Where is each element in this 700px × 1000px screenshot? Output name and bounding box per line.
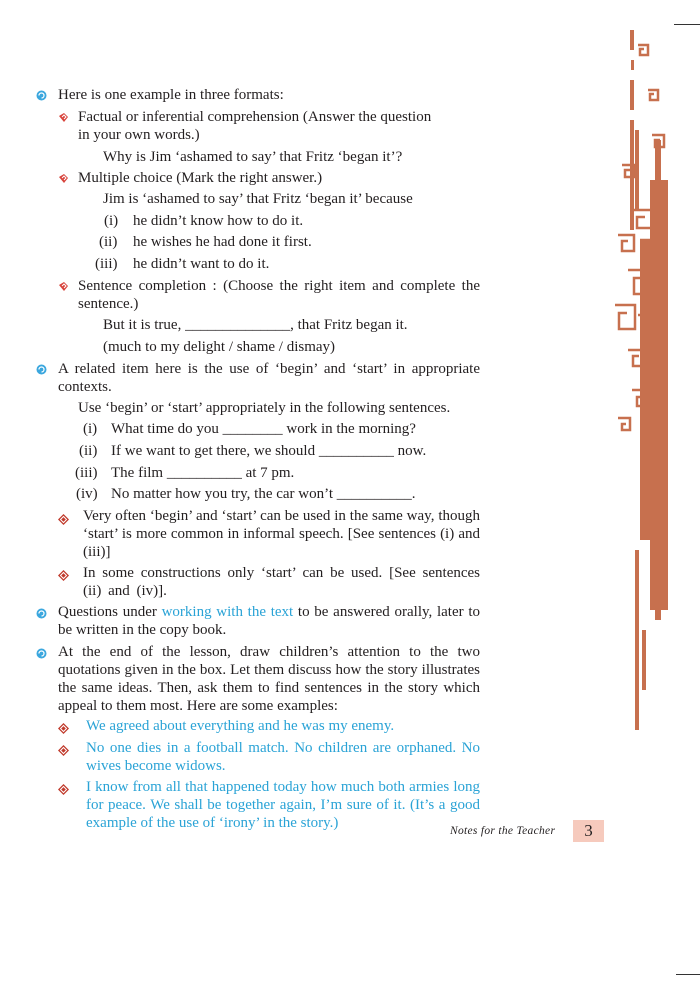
- note-start-only: In some constructions only ‘start’ can be used. [See sentences (ii) and (iv)].: [83, 565, 480, 599]
- exercise-label: (i): [83, 421, 98, 437]
- mc-option-text: he didn’t know how to do it.: [133, 213, 304, 229]
- red-bullet-icon: [58, 281, 69, 292]
- red-diamond-bullet-icon: [58, 514, 69, 525]
- exercise-sentence: No matter how you try, the car won’t __________.: [111, 486, 416, 502]
- red-diamond-bullet-icon: [58, 570, 69, 581]
- blue-bullet-icon: [36, 364, 47, 375]
- completion-choices: (much to my delight / shame / dismay): [103, 339, 336, 355]
- working-with-text-link: working with the text: [161, 604, 294, 620]
- exercise-label: (iv): [76, 486, 98, 502]
- exercise-label: (ii): [79, 443, 98, 459]
- end-of-lesson-text: At the end of the lesson, draw children’s attention to the two quotations given in the box. Let them discuss how the story illustrates the same ideas. Then, ask them to find sentences in the story which appeal to them most. Here are some examples:: [58, 644, 480, 714]
- factual-question: Why is Jim ‘ashamed to say’ that Fritz ‘began it’?: [103, 149, 403, 165]
- format-factual: Factual or inferential comprehension (Answer the question: [78, 109, 432, 125]
- exercise-instruction: Use ‘begin’ or ‘start’ appropriately in the following sentences.: [78, 400, 451, 416]
- bottom-rule: [676, 974, 700, 975]
- exercise-sentence: What time do you ________ work in the morning?: [111, 421, 416, 437]
- decorative-spiral-border: [610, 30, 670, 730]
- format-factual-cont: in your own words.): [78, 127, 200, 143]
- red-diamond-bullet-icon: [58, 723, 69, 734]
- top-rule: [674, 24, 700, 25]
- exercise-label: (iii): [75, 465, 98, 481]
- blue-bullet-icon: [36, 608, 47, 619]
- exercise-sentence: If we want to get there, we should __________ now.: [111, 443, 427, 459]
- red-bullet-icon: [58, 173, 69, 184]
- exercise-sentence: The film __________ at 7 pm.: [111, 465, 295, 481]
- mc-option-text: he wishes he had done it first.: [133, 234, 312, 250]
- completion-sentence: But it is true, ______________, that Fritz began it.: [103, 317, 408, 333]
- format-multiple-choice: Multiple choice (Mark the right answer.): [78, 170, 323, 186]
- example-quote: No one dies in a football match. No children are orphaned. No wives become widows.: [86, 740, 480, 774]
- note-begin-start: Very often ‘begin’ and ‘start’ can be used in the same way, though ‘start’ is more common in informal speech. [See sentences (i) and (iii)]: [83, 508, 480, 560]
- mc-option-label: (ii): [99, 234, 118, 250]
- blue-bullet-icon: [36, 90, 47, 101]
- questions-text: [58, 603, 480, 639]
- footer-label: Notes for the Teacher: [450, 825, 556, 837]
- questions-pre: Questions under: [58, 604, 162, 620]
- example-quote: I know from all that happened today how much both armies long for peace. We shall be together again, I’m sure of it. (It’s a good example of the use of ‘irony’ in the story.): [86, 779, 480, 831]
- page-number: 3: [573, 820, 604, 842]
- related-item-text: A related item here is the use of ‘begin’ and ‘start’ in appropriate contexts.: [58, 361, 480, 395]
- mc-option-label: (i): [104, 213, 119, 229]
- mc-question: Jim is ‘ashamed to say’ that Fritz ‘began it’ because: [103, 191, 413, 207]
- intro-text: Here is one example in three formats:: [58, 87, 284, 103]
- mc-option-text: he didn’t want to do it.: [133, 256, 270, 272]
- red-diamond-bullet-icon: [58, 745, 69, 756]
- format-sentence-completion: Sentence completion : (Choose the right item and complete the sentence.): [78, 278, 480, 312]
- red-diamond-bullet-icon: [58, 784, 69, 795]
- mc-option-label: (iii): [95, 256, 118, 272]
- questions-post: to be answered orally, later to be written in the copy book.: [58, 604, 481, 638]
- example-quote: We agreed about everything and he was my enemy.: [86, 718, 395, 734]
- red-bullet-icon: [58, 112, 69, 123]
- blue-bullet-icon: [36, 648, 47, 659]
